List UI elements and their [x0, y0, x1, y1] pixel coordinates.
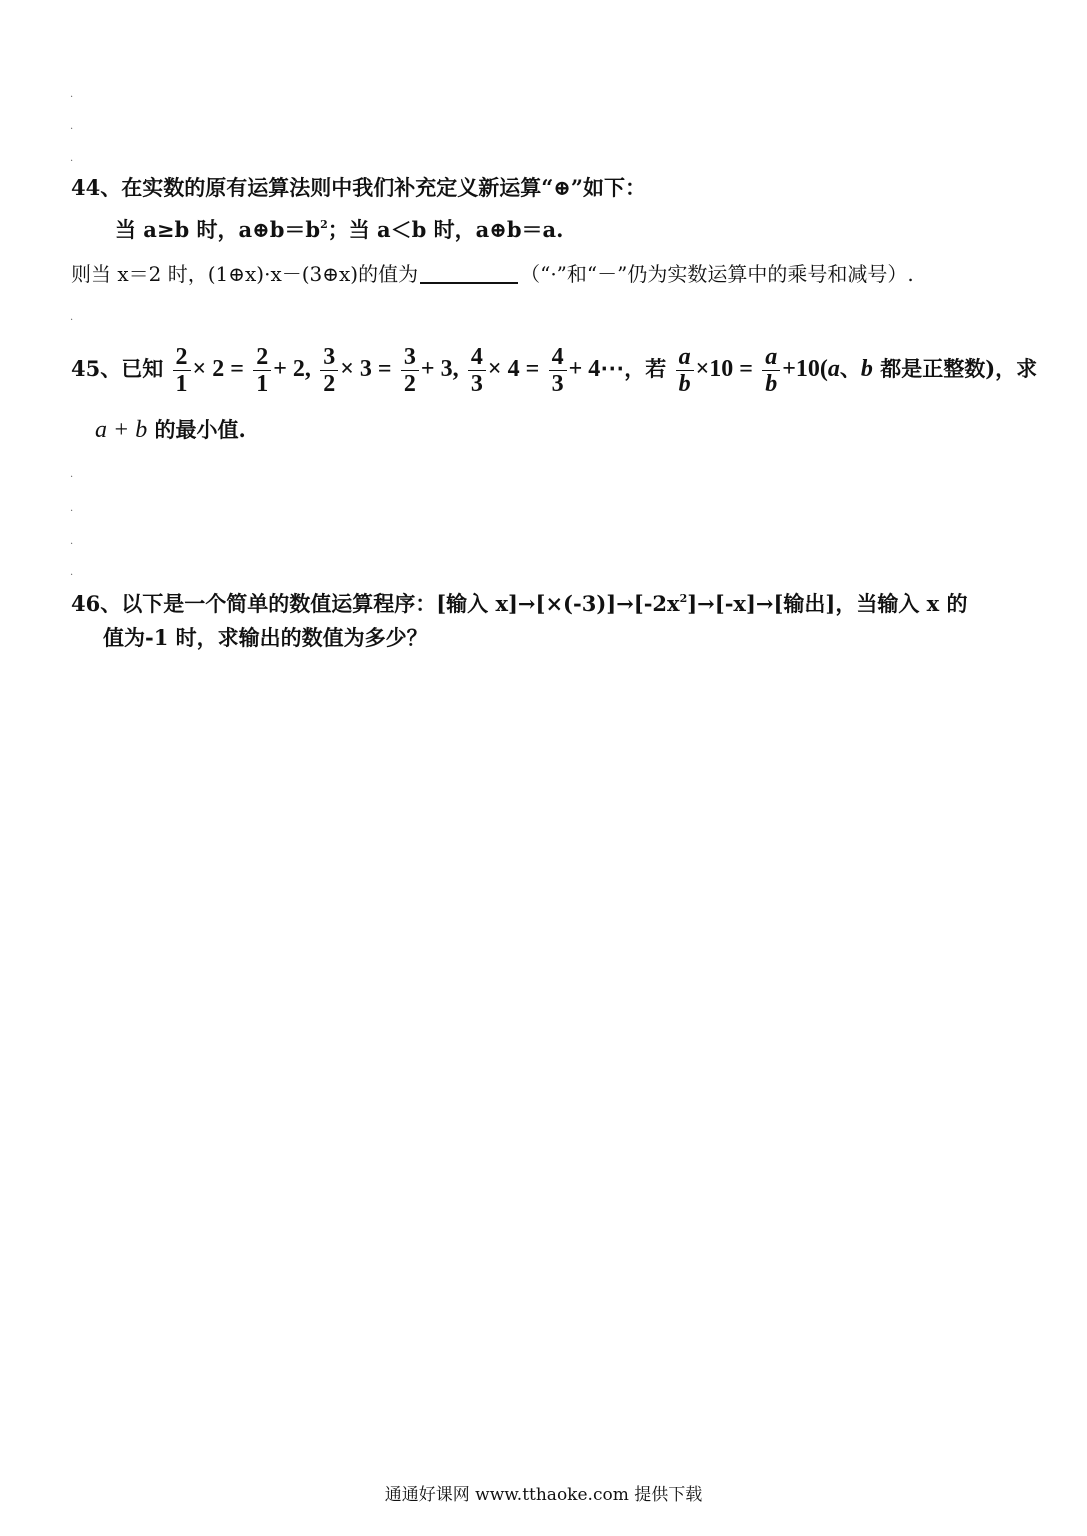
q44-line2	[115, 214, 563, 244]
q46-line1	[71, 588, 967, 618]
q45-condition: ，若	[624, 356, 667, 381]
q44-definition: 当 a≥b 时，a⊕b＝b	[115, 217, 321, 242]
q46-stem-rest: ]→[-x]→[输出]，当输入 x 的	[687, 591, 968, 616]
denominator: b	[765, 371, 778, 397]
margin-mark: .	[70, 312, 74, 323]
math-term: + 3,	[420, 356, 459, 382]
fraction	[401, 344, 419, 397]
q44-stem: 44、在实数的原有运算法则中我们补充定义新运算“⊕”如下：	[71, 175, 646, 200]
denominator: 3	[470, 371, 483, 397]
numerator: 3	[401, 344, 419, 371]
variable-b: b	[860, 356, 873, 382]
fraction	[320, 344, 338, 397]
denominator: 1	[175, 371, 188, 397]
denominator: 1	[256, 371, 269, 397]
fraction	[762, 344, 780, 397]
math-term: + 2,	[273, 356, 311, 382]
margin-mark: .	[70, 153, 74, 164]
q46-question: 值为-1 时，求输出的数值为多少？	[103, 625, 428, 650]
variable-a: a	[827, 356, 840, 382]
q45-condition-text: 都是正整数)，求	[872, 356, 1038, 381]
margin-mark: .	[70, 121, 74, 132]
q44-line1	[71, 172, 646, 202]
q45-line2	[95, 414, 246, 444]
footer-credit: 通通好课网 www.tthaoke.com 提供下载	[384, 1485, 703, 1505]
math-term: +10(	[782, 356, 828, 382]
q45-ask: 的最小值.	[147, 417, 246, 442]
fraction	[468, 344, 486, 397]
numerator: 2	[173, 344, 191, 371]
math-term: ×10 =	[695, 356, 753, 382]
q46-stem: 46、以下是一个简单的数值运算程序：[输入 x]→[×(-3)]→[-2x	[71, 591, 680, 616]
q45-line1	[71, 344, 1037, 397]
numerator: 3	[320, 344, 338, 371]
margin-mark: .	[70, 503, 74, 514]
fraction	[253, 344, 271, 397]
q45-expression: a + b	[95, 417, 148, 443]
numerator: 4	[549, 344, 567, 371]
margin-mark: .	[70, 469, 74, 480]
math-term: × 3 =	[340, 356, 392, 382]
math-term: + 4⋯	[568, 356, 625, 382]
numerator: 2	[253, 344, 271, 371]
denominator: 3	[551, 371, 564, 397]
margin-mark: .	[70, 536, 74, 547]
q44-definition-rest: ；当 a＜b 时，a⊕b＝a.	[327, 217, 564, 242]
q45-stem: 45、已知	[71, 356, 164, 381]
answer-blank[interactable]	[420, 262, 518, 284]
numerator: a	[762, 344, 780, 371]
denominator: 2	[403, 371, 416, 397]
q44-note: （“·”和“－”仍为实数运算中的乘号和减号）.	[520, 262, 914, 286]
q44-question: 则当 x＝2 时，(1⊕x)·x－(3⊕x)的值为	[71, 262, 419, 286]
numerator: 4	[468, 344, 486, 371]
margin-mark: .	[70, 567, 74, 578]
fraction	[173, 344, 191, 397]
separator: 、	[839, 356, 861, 381]
math-term: × 2 =	[192, 356, 244, 382]
margin-mark: .	[70, 89, 74, 100]
numerator: a	[676, 344, 694, 371]
q46-line2	[103, 622, 428, 652]
q44-exponent: 2	[320, 218, 328, 231]
fraction	[549, 344, 567, 397]
q46-exponent: 2	[679, 592, 688, 605]
fraction	[676, 344, 694, 397]
denominator: b	[678, 371, 691, 397]
denominator: 2	[323, 371, 336, 397]
math-term: × 4 =	[487, 356, 540, 382]
q44-line3	[71, 258, 914, 287]
